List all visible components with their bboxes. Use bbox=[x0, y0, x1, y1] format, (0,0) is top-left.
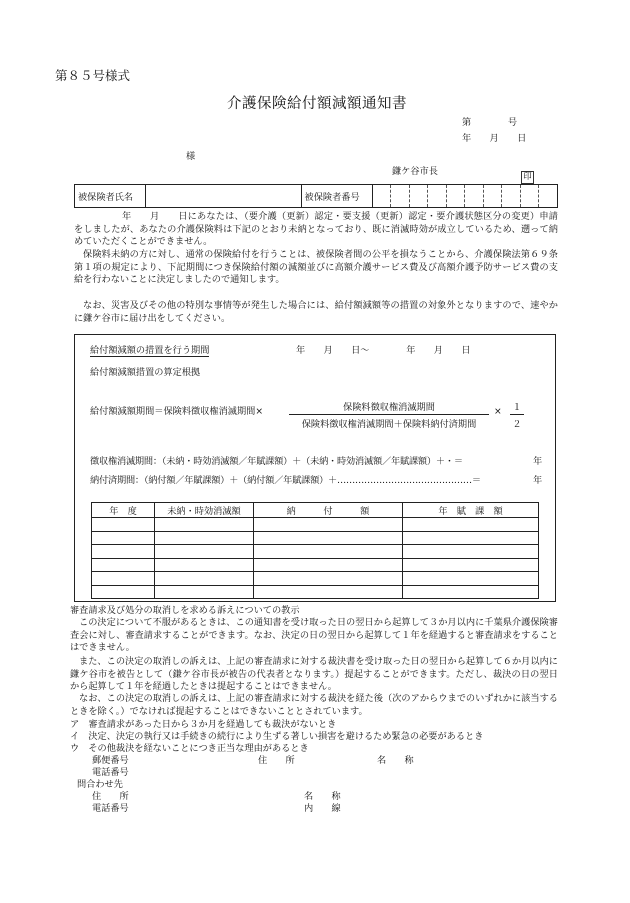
table-row bbox=[92, 572, 539, 586]
insured-number-digit bbox=[520, 185, 539, 208]
extension-label: 内 線 bbox=[304, 803, 341, 814]
table-row bbox=[92, 531, 539, 545]
table-row bbox=[92, 558, 539, 572]
half-fraction bbox=[510, 399, 524, 430]
inquiry-name-label: 名 称 bbox=[304, 791, 341, 802]
insured-name-field bbox=[146, 185, 302, 208]
table-row bbox=[92, 518, 539, 532]
insured-number-digit bbox=[446, 185, 465, 208]
column-header-annual: 年 賦 課 額 bbox=[403, 503, 539, 518]
extinguished-period-formula: 徴収権消滅期間：（未納・時効消滅額／年賦課額）＋（未納・時効消滅額／年賦課額）＋・＝ bbox=[90, 456, 463, 467]
period-value: 年 月 日～ 年 月 日 bbox=[296, 345, 471, 356]
inquiry-heading: 問合わせ先 bbox=[77, 779, 123, 790]
insured-number-digit bbox=[502, 185, 521, 208]
issue-date: 年 月 日 bbox=[462, 133, 527, 144]
seal-mark: 印 bbox=[521, 164, 534, 184]
formula-numerator: 保険料徴収権消滅期間 bbox=[343, 402, 435, 413]
insured-number-digit bbox=[391, 185, 410, 208]
formula-times: × bbox=[494, 406, 502, 417]
table-row bbox=[92, 585, 539, 599]
insured-name-label: 被保険者氏名 bbox=[75, 185, 146, 208]
phone-label: 電話番号 bbox=[92, 767, 129, 778]
paid-period-unit: 年 bbox=[533, 475, 543, 486]
recipient-honorific: 様 bbox=[186, 151, 196, 162]
period-label: 給付額減額の措置を行う期間 bbox=[90, 345, 210, 356]
extinguished-period-unit: 年 bbox=[533, 456, 543, 467]
basis-label: 給付額減額措置の算定根拠 bbox=[90, 367, 201, 378]
half-denominator: ２ bbox=[512, 419, 522, 430]
formula-fraction bbox=[289, 399, 489, 430]
insured-number-digit bbox=[372, 185, 391, 208]
appeal-item-a: ア 審査請求があった日から３か月を経過しても裁決がないとき bbox=[70, 719, 337, 730]
paid-period-formula: 納付済期間：（納付額／年賦課額）＋（納付額／年賦課額）＋………………………………………＝ bbox=[90, 475, 481, 486]
intro-paragraph-2: 保険料未納の方に対し、通常の保険給付を行うことは、被保険者間の公平を損なうことから、介護保険法第６９条第１項の規定により、下記期間につき保険給付額の減額並びに高額介護サービス費及び高額介護予防サービス費の支給を行わないことに決定しましたので通知します。 bbox=[74, 249, 558, 286]
issuer-name: 鎌ケ谷市長 bbox=[392, 166, 438, 177]
annual-amount-table bbox=[91, 502, 539, 599]
insured-number-digit bbox=[539, 185, 558, 208]
name-label: 名 称 bbox=[377, 755, 414, 766]
appeal-item-u: ウ その他裁決を経ないことにつき正当な理由があるとき bbox=[70, 743, 309, 754]
address-label: 住 所 bbox=[258, 755, 295, 766]
document-number: 第 号 bbox=[462, 117, 518, 128]
insured-id-table bbox=[74, 184, 558, 208]
formula-lhs: 給付額減額期間＝保険料徴収権消滅期間× bbox=[90, 406, 264, 417]
document-title: 介護保険給付額減額通知書 bbox=[227, 96, 407, 112]
intro-paragraph-1: 年 月 日にあなたは、（要介護（更新）認定・要支援（更新）認定・要介護状態区分の変更）申請をしましたが、あなたの介護保険料は下記のとおり未納となっており、既に消滅時効が成立しているため、遡って納めていただくことができません。 bbox=[74, 211, 558, 248]
insured-number-label: 被保険者番号 bbox=[301, 185, 372, 208]
half-numerator: １ bbox=[512, 402, 522, 413]
column-header-unpaid: 未納・時効消滅額 bbox=[155, 503, 254, 518]
inquiry-address-label: 住 所 bbox=[92, 791, 129, 802]
appeal-item-i: イ 決定、決定の執行又は手続きの続行により生ずる著しい損害を避けるため緊急の必要があるとき bbox=[70, 731, 484, 742]
insured-number-digit bbox=[483, 185, 502, 208]
form-number: 第８５号様式 bbox=[55, 68, 131, 83]
table-row bbox=[92, 545, 539, 559]
inquiry-phone-label: 電話番号 bbox=[92, 803, 129, 814]
insured-number-digit bbox=[465, 185, 484, 208]
intro-paragraph-3: なお、災害及びその他の特別な事情等が発生した場合には、給付額減額等の措置の対象外となりますので、速やかに鎌ケ谷市に届け出をしてください。 bbox=[74, 300, 558, 324]
column-header-paid: 納 付 額 bbox=[254, 503, 403, 518]
insured-number-digit bbox=[409, 185, 428, 208]
insured-number-digit bbox=[428, 185, 447, 208]
postal-code-label: 郵便番号 bbox=[92, 755, 129, 766]
formula-denominator: 保険料徴収権消滅期間＋保険料納付済期間 bbox=[301, 419, 477, 430]
appeal-paragraph-2: また、この決定の取消しの訴えは、上記の審査請求に対する裁決書を受け取った日の翌日から起算して６か月以内に鎌ケ谷市を被告として（鎌ケ谷市長が被告の代表者となります。）提起することができます。ただし、裁決の日の翌日から起算して１年を経過したときは提起することはできません。 bbox=[70, 656, 558, 693]
column-header-year: 年 度 bbox=[92, 503, 155, 518]
appeal-paragraph-1: この決定について不服があるときは、この通知書を受け取った日の翌日から起算して３か月以内に千葉県介護保険審査会に対し、審査請求することができます。なお、決定の日の翌日から起算して１年を経過すると審査請求をすることはできません。 bbox=[70, 617, 558, 654]
appeal-paragraph-3: なお、この決定の取消しの訴えは、上記の審査請求に対する裁決を経た後（次のアからウまでのいずれかに該当するときを除く。）でなければ提起することはできないこととされています。 bbox=[70, 693, 558, 717]
appeal-heading: 審査請求及び処分の取消しを求める訴えについての教示 bbox=[70, 605, 300, 616]
